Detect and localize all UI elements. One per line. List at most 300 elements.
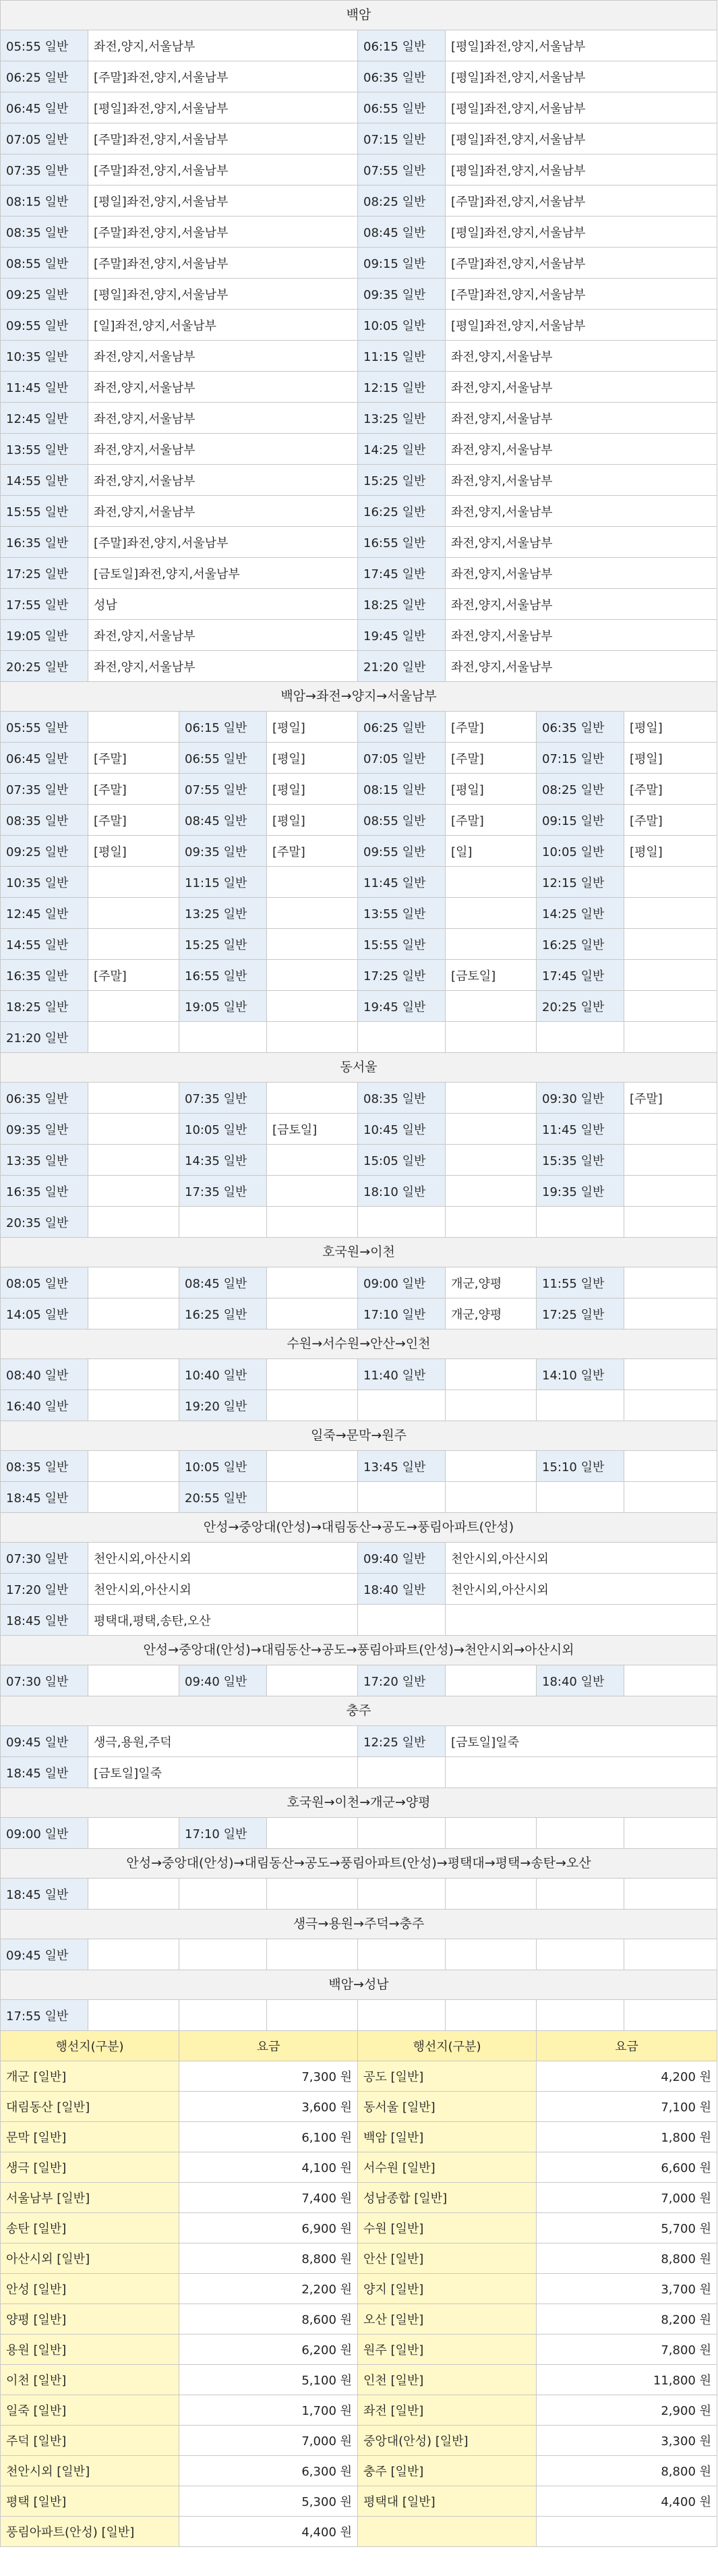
departure-time: 12:15 일반 (537, 867, 624, 897)
fare-row (1, 2152, 717, 2183)
departure-time: 19:45 일반 (358, 991, 446, 1021)
destination-header: 행선지(구분) (1, 2031, 179, 2061)
route-note: [주말]좌전,양지,서울남부 (446, 279, 717, 309)
fare-amount: 8,800 원 (537, 2243, 717, 2273)
fare-row (1, 2243, 717, 2274)
route-note: 천안시외,아산시외 (88, 1574, 358, 1604)
route-note: [평일]좌전,양지,서울남부 (88, 279, 358, 309)
departure-time: 13:25 일반 (358, 403, 446, 433)
empty-cell (179, 1207, 267, 1237)
departure-time: 16:35 일반 (1, 960, 88, 990)
departure-time: 14:25 일반 (358, 434, 446, 464)
destination-name: 안산 [일반] (358, 2243, 537, 2273)
departure-time: 15:55 일반 (1, 496, 88, 526)
route-note (88, 2000, 179, 2030)
schedule-row (1, 154, 717, 185)
route-note (88, 1879, 179, 1909)
empty-cell (179, 1939, 267, 1970)
route-note (446, 1359, 537, 1390)
departure-time: 06:45 일반 (1, 92, 88, 123)
schedule-section (1, 1053, 717, 1238)
schedule-row (1, 774, 717, 805)
route-note: 천안시외,아산시외 (88, 1543, 358, 1573)
route-note: 좌전,양지,서울남부 (446, 527, 717, 557)
empty-cell (179, 1022, 267, 1052)
route-note: [주말] (88, 960, 179, 990)
empty-cell (624, 1207, 717, 1237)
fare-amount: 8,200 원 (537, 2304, 717, 2334)
departure-time: 17:10 일반 (358, 1298, 446, 1329)
route-note: [주말] (267, 836, 358, 866)
route-note (88, 1818, 179, 1848)
route-note: [평일]좌전,양지,서울남부 (446, 310, 717, 340)
route-note: [주말]좌전,양지,서울남부 (88, 248, 358, 278)
departure-time: 11:40 일반 (358, 1359, 446, 1390)
departure-time: 09:15 일반 (358, 248, 446, 278)
departure-time: 10:35 일반 (1, 867, 88, 897)
departure-time: 14:55 일반 (1, 465, 88, 495)
route-note: 좌전,양지,서울남부 (88, 465, 358, 495)
schedule-row (1, 1818, 717, 1849)
fare-amount: 7,400 원 (179, 2183, 358, 2212)
departure-time: 12:15 일반 (358, 372, 446, 402)
route-note (446, 1114, 537, 1144)
departure-time: 09:25 일반 (1, 279, 88, 309)
route-note (267, 1665, 358, 1696)
departure-time: 19:45 일반 (358, 620, 446, 650)
route-note (267, 1359, 358, 1390)
departure-time: 06:35 일반 (1, 1083, 88, 1113)
route-note: 좌전,양지,서울남부 (88, 496, 358, 526)
route-note: [평일]좌전,양지,서울남부 (446, 154, 717, 185)
route-note (88, 1083, 179, 1113)
departure-time: 05:55 일반 (1, 30, 88, 61)
departure-time: 06:15 일반 (358, 30, 446, 61)
departure-time: 11:45 일반 (537, 1114, 624, 1144)
schedule-section (1, 1910, 717, 1970)
departure-time: 06:15 일반 (179, 712, 267, 742)
destination-name: 일죽 [일반] (1, 2395, 179, 2425)
route-note (88, 1022, 179, 1052)
section-title: 수원→서수원→안산→인천 (1, 1329, 717, 1359)
empty-cell (267, 1022, 358, 1052)
departure-time: 08:55 일반 (1, 248, 88, 278)
departure-time: 14:05 일반 (1, 1298, 88, 1329)
schedule-row (1, 1939, 717, 1970)
route-note: [주말]좌전,양지,서울남부 (88, 527, 358, 557)
destination-name: 안성 [일반] (1, 2274, 179, 2303)
route-note: 좌전,양지,서울남부 (446, 558, 717, 588)
empty-cell (624, 1818, 717, 1848)
route-note (88, 898, 179, 928)
route-note (624, 1114, 717, 1144)
empty-cell (267, 1879, 358, 1909)
fare-amount: 1,700 원 (179, 2395, 358, 2425)
empty-cell (358, 1482, 446, 1512)
fare-amount: 6,200 원 (179, 2335, 358, 2364)
route-note: [평일] (624, 743, 717, 773)
departure-time: 14:55 일반 (1, 929, 88, 959)
fare-amount (537, 2517, 717, 2546)
route-note (88, 1207, 179, 1237)
schedule-row (1, 1879, 717, 1910)
empty-cell (624, 1939, 717, 1970)
schedule-row (1, 434, 717, 465)
schedule-section (1, 1696, 717, 1788)
route-note: [주말] (446, 712, 537, 742)
route-note: [주말] (624, 805, 717, 835)
departure-time: 08:15 일반 (358, 774, 446, 804)
fare-row (1, 2395, 717, 2426)
schedule-row (1, 2000, 717, 2031)
departure-time: 17:55 일반 (1, 2000, 88, 2030)
departure-time: 18:45 일반 (1, 1482, 88, 1512)
departure-time: 15:10 일반 (537, 1451, 624, 1481)
departure-time: 11:15 일반 (179, 867, 267, 897)
departure-time: 11:55 일반 (537, 1267, 624, 1298)
schedule-row (1, 341, 717, 372)
schedule-row (1, 1176, 717, 1207)
section-title: 동서울 (1, 1053, 717, 1083)
route-note (88, 867, 179, 897)
schedule-row (1, 1390, 717, 1421)
route-note (624, 991, 717, 1021)
empty-cell (446, 1605, 717, 1635)
departure-time: 18:45 일반 (1, 1879, 88, 1909)
departure-time: 07:15 일반 (358, 123, 446, 154)
route-note: 좌전,양지,서울남부 (446, 341, 717, 371)
departure-time: 10:05 일반 (537, 836, 624, 866)
route-note: 좌전,양지,서울남부 (446, 496, 717, 526)
empty-cell (358, 1605, 446, 1635)
route-note (88, 1482, 179, 1512)
route-note (624, 1145, 717, 1175)
route-note: 좌전,양지,서울남부 (88, 30, 358, 61)
route-note: 좌전,양지,서울남부 (88, 620, 358, 650)
schedule-row (1, 743, 717, 774)
route-note: 개군,양평 (446, 1298, 537, 1329)
schedule-row (1, 92, 717, 123)
route-note (446, 1145, 537, 1175)
departure-time: 07:30 일반 (1, 1543, 88, 1573)
fare-row (1, 2486, 717, 2517)
route-note (624, 1359, 717, 1390)
destination-name: 용원 [일반] (1, 2335, 179, 2364)
route-note (267, 991, 358, 1021)
schedule-row (1, 1114, 717, 1145)
departure-time: 09:35 일반 (1, 1114, 88, 1144)
fare-row (1, 2092, 717, 2122)
destination-name: 수원 [일반] (358, 2213, 537, 2243)
departure-time: 08:05 일반 (1, 1267, 88, 1298)
destination-name: 생극 [일반] (1, 2152, 179, 2182)
fare-amount: 5,100 원 (179, 2365, 358, 2395)
departure-time: 16:35 일반 (1, 527, 88, 557)
departure-time: 07:55 일반 (358, 154, 446, 185)
route-note: 좌전,양지,서울남부 (446, 589, 717, 619)
route-note: [금토일]일죽 (88, 1757, 358, 1787)
route-note (88, 1298, 179, 1329)
fare-row (1, 2426, 717, 2456)
departure-time: 06:55 일반 (179, 743, 267, 773)
departure-time: 10:05 일반 (179, 1451, 267, 1481)
schedule-row (1, 1145, 717, 1176)
route-note: [금토일] (446, 960, 537, 990)
fare-amount: 8,600 원 (179, 2304, 358, 2334)
schedule-section (1, 682, 717, 1053)
schedule-row (1, 1757, 717, 1788)
schedule-row (1, 185, 717, 217)
route-note: [주말]좌전,양지,서울남부 (88, 61, 358, 92)
schedule-row (1, 1451, 717, 1482)
route-note: [금토일]일죽 (446, 1726, 717, 1756)
fare-amount: 1,800 원 (537, 2122, 717, 2152)
route-note (624, 1451, 717, 1481)
schedule-row (1, 1359, 717, 1390)
fare-amount: 8,800 원 (179, 2243, 358, 2273)
departure-time: 18:40 일반 (358, 1574, 446, 1604)
schedule-row (1, 991, 717, 1022)
departure-time: 10:05 일반 (358, 310, 446, 340)
route-note (267, 1083, 358, 1113)
schedule-row (1, 960, 717, 991)
empty-cell (446, 1879, 537, 1909)
route-note: [평일] (267, 805, 358, 835)
departure-time: 08:35 일반 (358, 1083, 446, 1113)
section-title: 안성→중앙대(안성)→대림동산→공도→풍림아파트(안성)→평택대→평택→송탄→오산 (1, 1849, 717, 1879)
fare-amount: 2,900 원 (537, 2395, 717, 2425)
departure-time: 20:35 일반 (1, 1207, 88, 1237)
departure-time: 18:45 일반 (1, 1757, 88, 1787)
route-note: 성남 (88, 589, 358, 619)
empty-cell (446, 1207, 537, 1237)
schedule-row (1, 1726, 717, 1757)
route-note: [평일] (88, 836, 179, 866)
departure-time: 19:05 일반 (179, 991, 267, 1021)
fare-amount: 5,700 원 (537, 2213, 717, 2243)
route-note: [주말]좌전,양지,서울남부 (446, 248, 717, 278)
route-note (267, 1818, 358, 1848)
schedule-row (1, 1665, 717, 1696)
schedule-row (1, 712, 717, 743)
schedule-section (1, 1329, 717, 1421)
section-title: 백암 (1, 1, 717, 30)
section-title: 일죽→문막→원주 (1, 1421, 717, 1451)
fare-amount: 7,300 원 (179, 2061, 358, 2091)
route-note: 생극,용원,주덕 (88, 1726, 358, 1756)
departure-time: 06:35 일반 (537, 712, 624, 742)
route-note: [일] (446, 836, 537, 866)
empty-cell (537, 1939, 624, 1970)
destination-name: 개군 [일반] (1, 2061, 179, 2091)
empty-cell (624, 1022, 717, 1052)
departure-time: 11:15 일반 (358, 341, 446, 371)
empty-cell (537, 1482, 624, 1512)
route-note (624, 898, 717, 928)
route-note (624, 1176, 717, 1206)
route-note: [평일]좌전,양지,서울남부 (88, 92, 358, 123)
route-note (267, 1390, 358, 1421)
route-note: 좌전,양지,서울남부 (88, 372, 358, 402)
schedule-section (1, 1970, 717, 2031)
destination-name: 아산시외 [일반] (1, 2243, 179, 2273)
departure-time: 06:25 일반 (358, 712, 446, 742)
section-title: 생극→용원→주덕→충주 (1, 1910, 717, 1939)
route-note (267, 1145, 358, 1175)
route-note (446, 1665, 537, 1696)
schedule-row (1, 558, 717, 589)
departure-time: 13:55 일반 (1, 434, 88, 464)
empty-cell (446, 1482, 537, 1512)
departure-time: 07:35 일반 (1, 774, 88, 804)
departure-time: 06:35 일반 (358, 61, 446, 92)
route-note: 좌전,양지,서울남부 (446, 372, 717, 402)
departure-time: 19:35 일반 (537, 1176, 624, 1206)
fare-amount: 4,400 원 (537, 2486, 717, 2516)
route-note (88, 1359, 179, 1390)
departure-time: 16:55 일반 (358, 527, 446, 557)
schedule-row (1, 279, 717, 310)
fare-row (1, 2274, 717, 2304)
departure-time: 18:10 일반 (358, 1176, 446, 1206)
departure-time: 18:25 일반 (358, 589, 446, 619)
empty-cell (537, 1390, 624, 1421)
departure-time: 17:45 일반 (537, 960, 624, 990)
route-note (88, 1114, 179, 1144)
route-note: 천안시외,아산시외 (446, 1574, 717, 1604)
destination-name: 주덕 [일반] (1, 2426, 179, 2455)
schedule-row (1, 248, 717, 279)
destination-name: 대림동산 [일반] (1, 2092, 179, 2121)
schedule-row (1, 1207, 717, 1238)
route-note: [주말] (88, 743, 179, 773)
route-note: 좌전,양지,서울남부 (446, 651, 717, 681)
empty-cell (267, 1207, 358, 1237)
departure-time: 14:35 일반 (179, 1145, 267, 1175)
fare-row (1, 2122, 717, 2152)
fare-row (1, 2183, 717, 2213)
schedule-row (1, 805, 717, 836)
fare-amount: 7,100 원 (537, 2092, 717, 2121)
empty-cell (267, 1939, 358, 1970)
destination-name: 성남종합 [일반] (358, 2183, 537, 2212)
departure-time: 13:45 일반 (358, 1451, 446, 1481)
route-note (446, 898, 537, 928)
section-title: 호국원→이천 (1, 1238, 717, 1267)
route-note: 좌전,양지,서울남부 (446, 465, 717, 495)
destination-name: 공도 [일반] (358, 2061, 537, 2091)
route-note: [주말] (624, 1083, 717, 1113)
route-note (88, 1267, 179, 1298)
destination-name: 이천 [일반] (1, 2365, 179, 2395)
schedule-row (1, 403, 717, 434)
fare-row (1, 2365, 717, 2395)
section-title: 안성→중앙대(안성)→대림동산→공도→풍림아파트(안성) (1, 1513, 717, 1543)
fare-amount: 7,000 원 (179, 2426, 358, 2455)
departure-time: 14:10 일반 (537, 1359, 624, 1390)
route-note (88, 1451, 179, 1481)
departure-time: 18:45 일반 (1, 1605, 88, 1635)
route-note (267, 1298, 358, 1329)
route-note: [주말]좌전,양지,서울남부 (446, 185, 717, 216)
empty-cell (446, 2000, 537, 2030)
fare-amount: 7,800 원 (537, 2335, 717, 2364)
fare-table (1, 2031, 717, 2547)
schedule-row (1, 123, 717, 154)
destination-name (358, 2517, 537, 2546)
schedule-section (1, 1238, 717, 1329)
departure-time: 17:20 일반 (1, 1574, 88, 1604)
route-note: [평일]좌전,양지,서울남부 (88, 185, 358, 216)
departure-time: 14:25 일반 (537, 898, 624, 928)
departure-time: 17:45 일반 (358, 558, 446, 588)
destination-name: 양지 [일반] (358, 2274, 537, 2303)
schedule-section (1, 1636, 717, 1696)
section-title: 안성→중앙대(안성)→대림동산→공도→풍림아파트(안성)→천안시외→아산시외 (1, 1636, 717, 1665)
schedule-row (1, 310, 717, 341)
departure-time: 21:20 일반 (1, 1022, 88, 1052)
departure-time: 08:35 일반 (1, 217, 88, 247)
destination-name: 인천 [일반] (358, 2365, 537, 2395)
route-note (446, 1083, 537, 1113)
route-note: [평일]좌전,양지,서울남부 (446, 30, 717, 61)
schedule-row (1, 1022, 717, 1053)
route-note: 천안시외,아산시외 (446, 1543, 717, 1573)
empty-cell (446, 1939, 537, 1970)
departure-time: 06:55 일반 (358, 92, 446, 123)
fare-amount: 4,100 원 (179, 2152, 358, 2182)
departure-time: 16:40 일반 (1, 1390, 88, 1421)
destination-name: 천안시외 [일반] (1, 2456, 179, 2486)
schedule-row (1, 929, 717, 960)
empty-cell (624, 2000, 717, 2030)
empty-cell (267, 2000, 358, 2030)
schedule-section (1, 1788, 717, 1849)
fare-amount: 6,100 원 (179, 2122, 358, 2152)
route-note: 좌전,양지,서울남부 (446, 434, 717, 464)
departure-time: 10:40 일반 (179, 1359, 267, 1390)
departure-time: 08:25 일반 (537, 774, 624, 804)
fare-amount: 6,300 원 (179, 2456, 358, 2486)
route-note (267, 898, 358, 928)
departure-time: 13:25 일반 (179, 898, 267, 928)
schedule-row (1, 836, 717, 867)
departure-time: 15:55 일반 (358, 929, 446, 959)
route-note (624, 1267, 717, 1298)
destination-header: 행선지(구분) (358, 2031, 537, 2061)
departure-time: 13:35 일반 (1, 1145, 88, 1175)
departure-time: 08:45 일반 (179, 1267, 267, 1298)
departure-time: 07:35 일반 (179, 1083, 267, 1113)
departure-time: 07:55 일반 (179, 774, 267, 804)
route-note (88, 1145, 179, 1175)
empty-cell (537, 1818, 624, 1848)
departure-time: 12:45 일반 (1, 403, 88, 433)
route-note (88, 1176, 179, 1206)
empty-cell (537, 1879, 624, 1909)
departure-time: 09:45 일반 (1, 1726, 88, 1756)
fare-row (1, 2213, 717, 2243)
fare-amount: 3,300 원 (537, 2426, 717, 2455)
route-note (624, 960, 717, 990)
empty-cell (179, 2000, 267, 2030)
destination-name: 문막 [일반] (1, 2122, 179, 2152)
fare-amount: 5,300 원 (179, 2486, 358, 2516)
destination-name: 서수원 [일반] (358, 2152, 537, 2182)
route-note: [주말]좌전,양지,서울남부 (88, 154, 358, 185)
fare-amount: 11,800 원 (537, 2365, 717, 2395)
departure-time: 06:45 일반 (1, 743, 88, 773)
